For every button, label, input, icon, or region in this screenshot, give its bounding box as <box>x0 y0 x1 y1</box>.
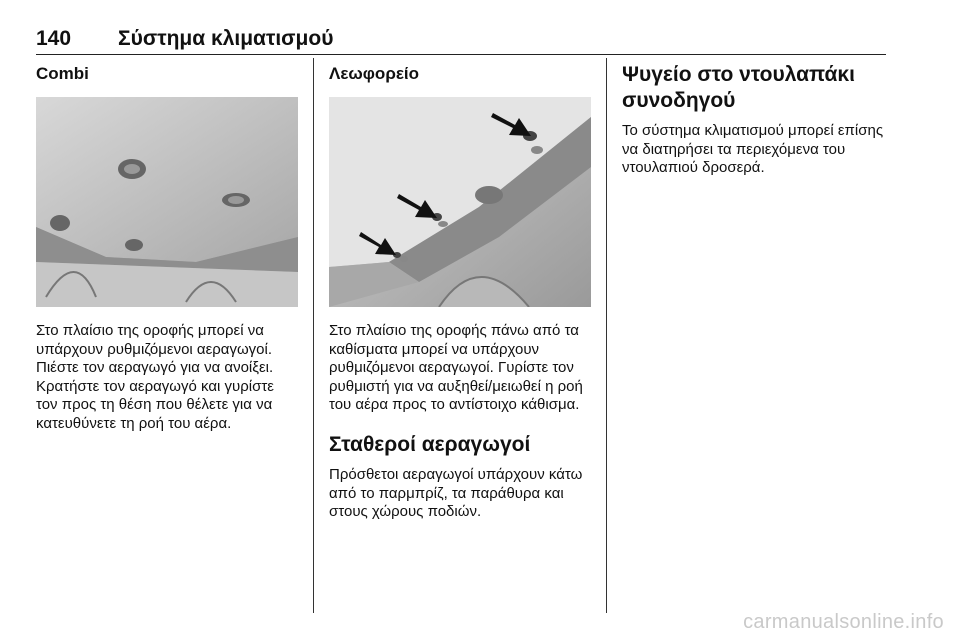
header-rule <box>36 54 886 55</box>
paragraph-bus: Στο πλαίσιο της οροφής πάνω από τα καθίσματα μπορεί να υπάρχουν ρυθμιζόμενοι αεραγωγοί. Γυρίστε τον ρυθμιστή για να αυξηθεί/μειωθεί η ροή του αέρα προς το αντίστοιχο κάθισμα. <box>329 322 583 414</box>
vent-icon <box>475 186 503 204</box>
section-title-fixed-vents: Σταθεροί αεραγωγοί <box>329 432 531 456</box>
figure-combi-roof-vents <box>36 97 298 307</box>
page-title: Σύστημα κλιματισμού <box>118 27 334 50</box>
watermark: carmanualsonline.info <box>743 611 944 633</box>
subheading-combi: Combi <box>36 64 89 83</box>
column-divider-1 <box>313 58 314 613</box>
vent-icon <box>50 215 70 231</box>
column-glovebox-cooler <box>622 62 890 178</box>
page-header <box>36 26 886 52</box>
page-number: 140 <box>36 27 72 50</box>
subheading-bus: Λεωφορείο <box>329 64 420 83</box>
paragraph-combi: Στο πλαίσιο της οροφής μπορεί να υπάρχουν ρυθμιζόμενοι αεραγωγοί. Πιέστε τον αεραγωγό για να ανοίξει. Κρατήστε τον αεραγωγό και γυρίστε τον προς τη θέση που θέλετε για να κατευθύνετε τη ροή του αέρα. <box>36 322 274 432</box>
column-divider-2 <box>606 58 607 613</box>
column-combi <box>36 62 298 434</box>
vent-icon <box>125 239 143 251</box>
paragraph-fixed-vents: Πρόσθετοι αεραγωγοί υπάρχουν κάτω από το παρμπρίζ, τα παράθυρα και στους χώρους ποδιών. <box>329 465 583 521</box>
paragraph-glovebox-cooler: Το σύστημα κλιματισμού μπορεί επίσης να διατηρήσει τα περιεχόμενα του ντουλαπιού δροσερά. <box>622 122 884 177</box>
section-title-glovebox-cooler: Ψυγείο στο ντουλαπάκι συνοδηγού <box>622 63 855 112</box>
column-bus <box>329 62 591 522</box>
roof-panel <box>36 97 298 262</box>
figure-bus-roof-vents <box>329 97 591 307</box>
